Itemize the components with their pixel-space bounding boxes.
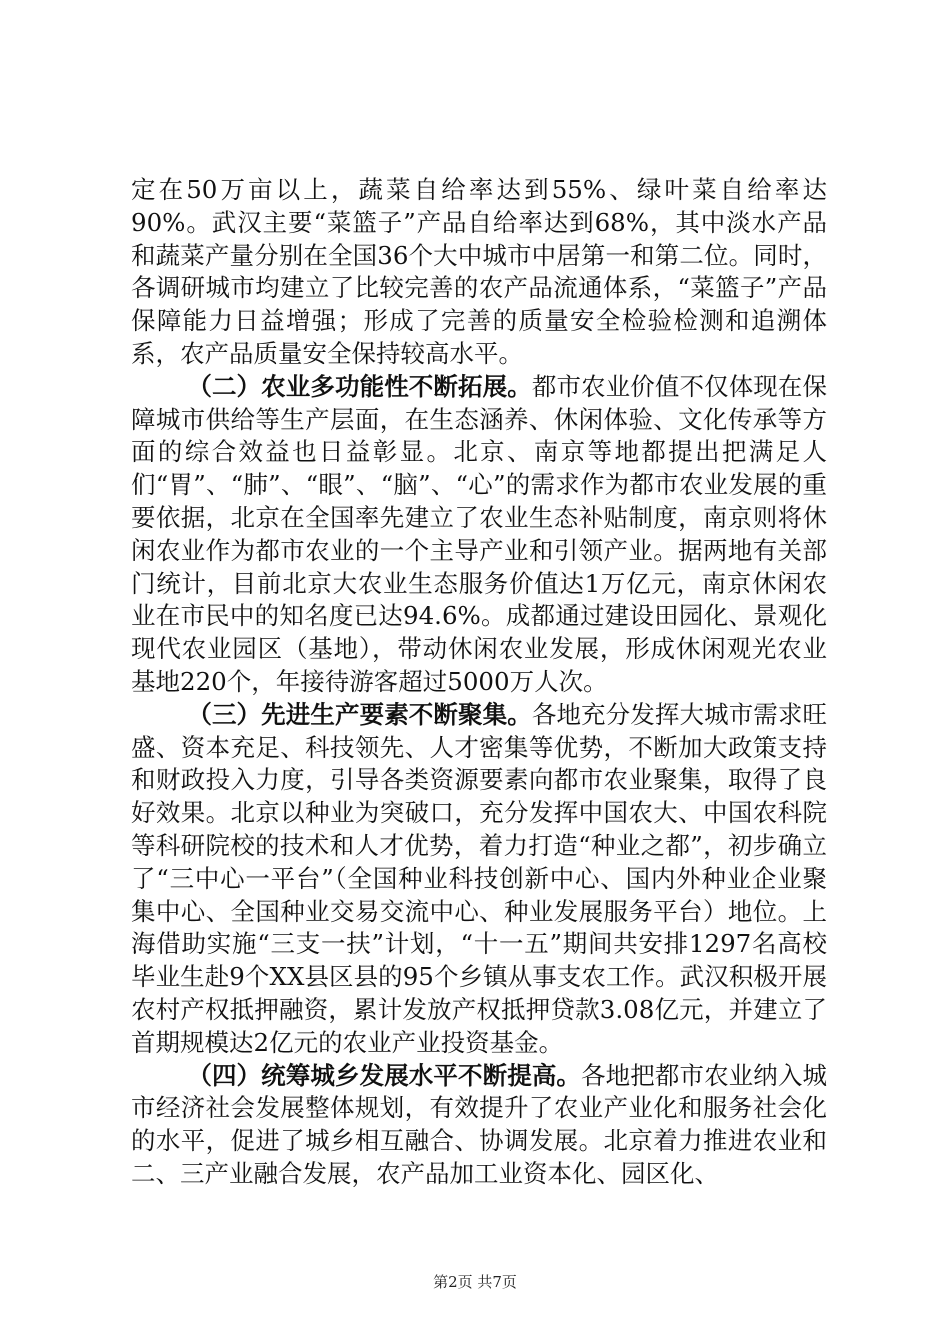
paragraph-text: 各地把都市农业纳入城市经济社会发展整体规划，有效提升了农业产业化和服务社会化的水平，促进了城乡相互融合、协调发展。北京着力推进农业和二、三产业融合发展，农产品加工业资本化、园区化、 [131,1060,828,1188]
paragraph-text: 都市农业价值不仅体现在保障城市供给等生产层面，在生态涵养、休闲体验、文化传承等方面的综合效益也日益彰显。北京、南京等地都提出把满足人们“胃”、“肺”、“眼”、“脑”、“心”的需求作为都市农业发展的重要依据，北京在全国率先建立了农业生态补贴制度，南京则将休闲农业作为都市农业的一个主导产业和引领产业。据两地有关部门统计，目前北京大农业生态服务价值达1万亿元，南京休闲农业在市民中的知名度已达94.6%。成都通过建设田园化、景观化现代农业园区（基地），带动休闲农业发展，形成休闲观光农业基地220个，年接待游客超过5000万人次。 [131,371,828,696]
paragraph-continued [131,174,827,371]
page-number: 第2页 共7页 [433,1273,517,1291]
document-body [131,174,827,1191]
paragraph-text: 各地充分发挥大城市需求旺盛、资本充足、科技领先、人才密集等优势，不断加大政策支持和财政投入力度，引导各类资源要素向都市农业聚集，取得了良好效果。北京以种业为突破口，充分发挥中国农大、中国农科院等科研院校的技术和人才优势，着力打造“种业之都”，初步确立了“三中心一平台”（全国种业科技创新中心、国内外种业企业聚集中心、全国种业交易交流中心、种业发展服务平台）地位。上海借助实施“三支一扶”计划，“十一五”期间共安排1297名高校毕业生赴9个XX县区县的95个乡镇从事支农工作。武汉积极开展农村产权抵押融资，累计发放产权抵押贷款3.08亿元，并建立了首期规模达2亿元的农业产业投资基金。 [131,699,828,1057]
paragraph-production-factors [131,699,827,1060]
section-heading: （三）先进生产要素不断聚集。 [187,699,532,729]
section-heading: （四）统筹城乡发展水平不断提高。 [187,1060,582,1090]
paragraph-text: 定在50万亩以上，蔬菜自给率达到55%、绿叶菜自给率达90%。武汉主要“菜篮子”产品自给率达到68%，其中淡水产品和蔬菜产量分别在全国36个大中城市中居第一和第二位。同时，各调研城市均建立了比较完善的农产品流通体系，“菜篮子”产品保障能力日益增强；形成了完善的质量安全检验检测和追溯体系，农产品质量安全保持较高水平。 [131,175,827,368]
paragraph-urban-rural [131,1060,827,1191]
paragraph-multifunction [131,371,827,699]
page-footer [0,1271,950,1292]
section-heading: （二）农业多功能性不断拓展。 [187,371,532,401]
